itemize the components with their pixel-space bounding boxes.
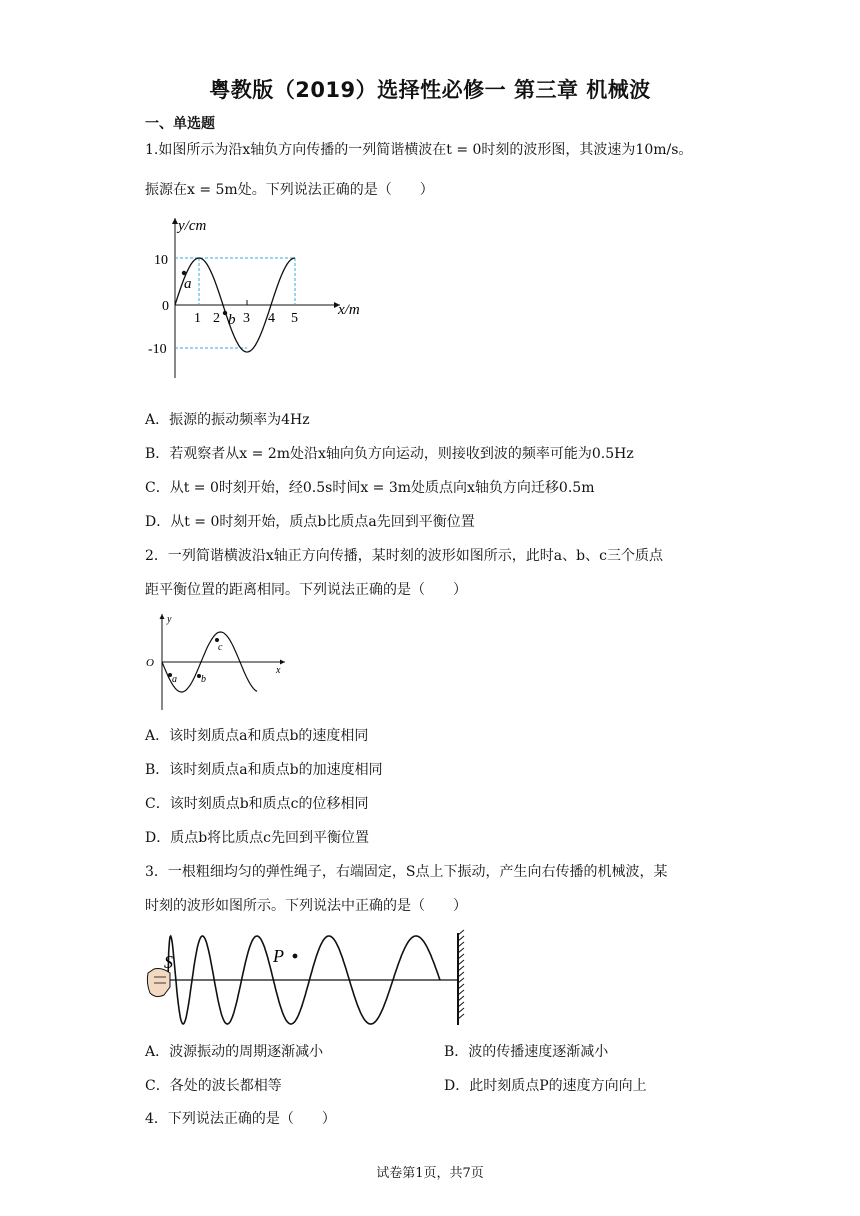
q4-stem: 4．下列说法正确的是（ ） [145,1111,336,1127]
q2-option-b: B．该时刻质点a和质点b的加速度相同 [145,762,383,778]
q1-option-b: B．若观察者从x = 2m处沿x轴向负方向运动，则接收到波的频率可能为0.5Hz [145,446,634,462]
q1-stem-line1: 1.如图所示为沿x轴负方向传播的一列简谐横波在t = 0时刻的波形图，其波速为10m/s。 [145,142,693,158]
q1-ylabel: y/cm [178,218,207,234]
q1-ytick-bottom: -10 [148,342,167,357]
q2-label-c: c [218,642,223,653]
hand-icon [147,969,170,997]
q1-stem-line2: 振源在x = 5m处。下列说法正确的是（ ） [145,182,434,198]
q1-point-b [223,311,227,315]
page-footer: 试卷第1页，共7页 [376,1166,484,1181]
q2-stem-line1: 2．一列简谐横波沿x轴正方向传播，某时刻的波形如图所示，此时a、b、c三个质点 [145,548,663,564]
q3-option-c: C．各处的波长都相等 [145,1078,282,1094]
section-heading: 一、单选题 [145,116,215,132]
q2-xlabel: x [276,665,281,676]
q3-label-p: P [273,946,284,966]
page-title: 粤教版（2019）选择性必修一 第三章 机械波 [209,78,651,102]
q1-option-a: A．振源的振动频率为4Hz [145,412,310,428]
q1-xtick-1: 1 [194,311,201,326]
q3-rope-figure [140,925,475,1033]
q1-xtick-5: 5 [291,311,298,326]
q1-label-b: b [228,312,236,328]
q2-stem-line2: 距平衡位置的距离相同。下列说法正确的是（ ） [145,582,467,598]
q3-stem-line1: 3．一根粗细均匀的弹性绳子，右端固定，S点上下振动，产生向右传播的机械波，某 [145,864,668,880]
q2-option-a: A．该时刻质点a和质点b的速度相同 [145,728,369,744]
q3-stem-line2: 时刻的波形如图所示。下列说法中正确的是（ ） [145,898,467,914]
q3-option-a: A．波源振动的周期逐渐减小 [145,1044,324,1060]
q1-xtick-3: 3 [243,311,250,326]
q2-wave-figure [142,610,292,712]
q1-wave-figure [140,210,380,380]
q2-label-a: a [172,674,177,685]
q1-point-a [182,271,186,275]
q3-option-b: B．波的传播速度逐渐减小 [444,1044,609,1060]
q3-point-p [293,954,298,959]
q2-label-b: b [201,674,206,685]
q1-ytick-zero: 0 [162,299,169,314]
q1-label-a: a [184,276,192,292]
q2-option-d: D．质点b将比质点c先回到平衡位置 [145,830,370,846]
q1-xtick-4: 4 [268,311,275,326]
q3-option-d: D．此时刻质点P的速度方向向上 [444,1078,647,1094]
q3-label-s: S [164,952,173,972]
q1-xtick-2: 2 [213,311,220,326]
q2-origin-label: O [146,657,154,669]
q1-option-d: D．从t = 0时刻开始，质点b比质点a先回到平衡位置 [145,514,475,530]
q2-ylabel: y [167,614,172,625]
q1-xlabel: x/m [338,302,360,318]
q1-ytick-top: 10 [154,253,168,268]
q2-option-c: C．该时刻质点b和质点c的位移相同 [145,796,369,812]
q1-option-c: C．从t = 0时刻开始，经0.5s时间x = 3m处质点向x轴负方向迁移0.5m [145,480,595,496]
